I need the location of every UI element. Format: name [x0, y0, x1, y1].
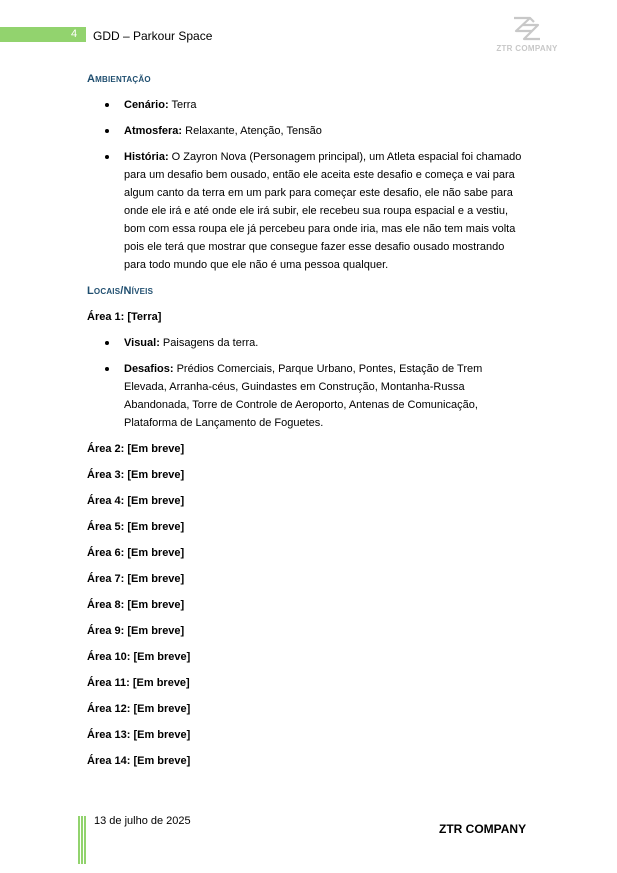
- area-title: Área 10: [Em breve]: [87, 651, 191, 663]
- area-title: Área 9: [Em breve]: [87, 625, 185, 637]
- document-title: GDD – Parkour Space: [93, 29, 213, 43]
- footer-accent-lines: [78, 816, 86, 864]
- ztr-logo-icon: [510, 15, 544, 43]
- area-title: Área 7: [Em breve]: [87, 573, 185, 585]
- list-item-historia: [87, 148, 527, 274]
- item-text: Paisagens da terra.: [159, 337, 259, 349]
- ambientacao-list: [87, 96, 527, 274]
- item-text: Prédios Comerciais, Parque Urbano, Pontes, Estação de Trem Elevada, Arranha-céus, Guindastes em Construção, Montanha-Russa Abandonada, Torre de Controle de Aeroporto, Antenas de Comunicação, Plataforma de Lançamento de Foguetes.: [124, 363, 483, 429]
- list-item-visual: [87, 334, 527, 352]
- document-content: [87, 70, 527, 770]
- item-label: Atmosfera:: [124, 125, 183, 137]
- area-title: Área 14: [Em breve]: [87, 755, 191, 767]
- area-title: Área 8: [Em breve]: [87, 599, 185, 611]
- item-text: Relaxante, Atenção, Tensão: [182, 125, 322, 137]
- area-1-list: [87, 334, 527, 432]
- logo-text: ZTR COMPANY: [496, 44, 558, 53]
- area-title: Área 13: [Em breve]: [87, 729, 191, 741]
- list-item-cenario: [87, 96, 527, 114]
- page-number: 4: [71, 28, 78, 40]
- item-text: O Zayron Nova (Personagem principal), um Atleta espacial foi chamado para um desafio bem ousado, então ele aceita este desafio e começa e vai para algum canto da terra em um park para começar este desafio, ele não sabe para onde ele irá e até onde ele irá subir, ele recebeu sua roupa espacial e a vestiu, bom com essa roupa ele já percebeu para onde iria, mas ele não tem mais volta pois ele terá que mostrar que consegue fazer esse desafio ousado mostrando para todo mundo que ele não é uma pessoa qualquer.: [124, 151, 522, 271]
- item-text: Terra: [168, 99, 197, 111]
- item-label: Cenário:: [124, 99, 169, 111]
- area-title: Área 12: [Em breve]: [87, 703, 191, 715]
- area-title: Área 11: [Em breve]: [87, 677, 190, 689]
- area-title: Área 5: [Em breve]: [87, 521, 185, 533]
- area-title: Área 6: [Em breve]: [87, 547, 185, 559]
- section-heading-ambientacao: Ambientação: [87, 73, 151, 85]
- area-title: Área 2: [Em breve]: [87, 443, 185, 455]
- company-logo: [492, 15, 562, 57]
- footer-date: 13 de julho de 2025: [94, 815, 191, 827]
- areas-list: [87, 440, 527, 770]
- item-label: Visual:: [124, 337, 160, 349]
- area-1-title: Área 1: [Terra]: [87, 311, 162, 323]
- footer-company: ZTR COMPANY: [439, 822, 527, 836]
- area-title: Área 4: [Em breve]: [87, 495, 185, 507]
- section-heading-locais: Locais/Níveis: [87, 285, 154, 297]
- list-item-atmosfera: [87, 122, 527, 140]
- list-item-desafios: [87, 360, 527, 432]
- area-title: Área 3: [Em breve]: [87, 469, 185, 481]
- item-label: História:: [124, 151, 169, 163]
- item-label: Desafios:: [124, 363, 174, 375]
